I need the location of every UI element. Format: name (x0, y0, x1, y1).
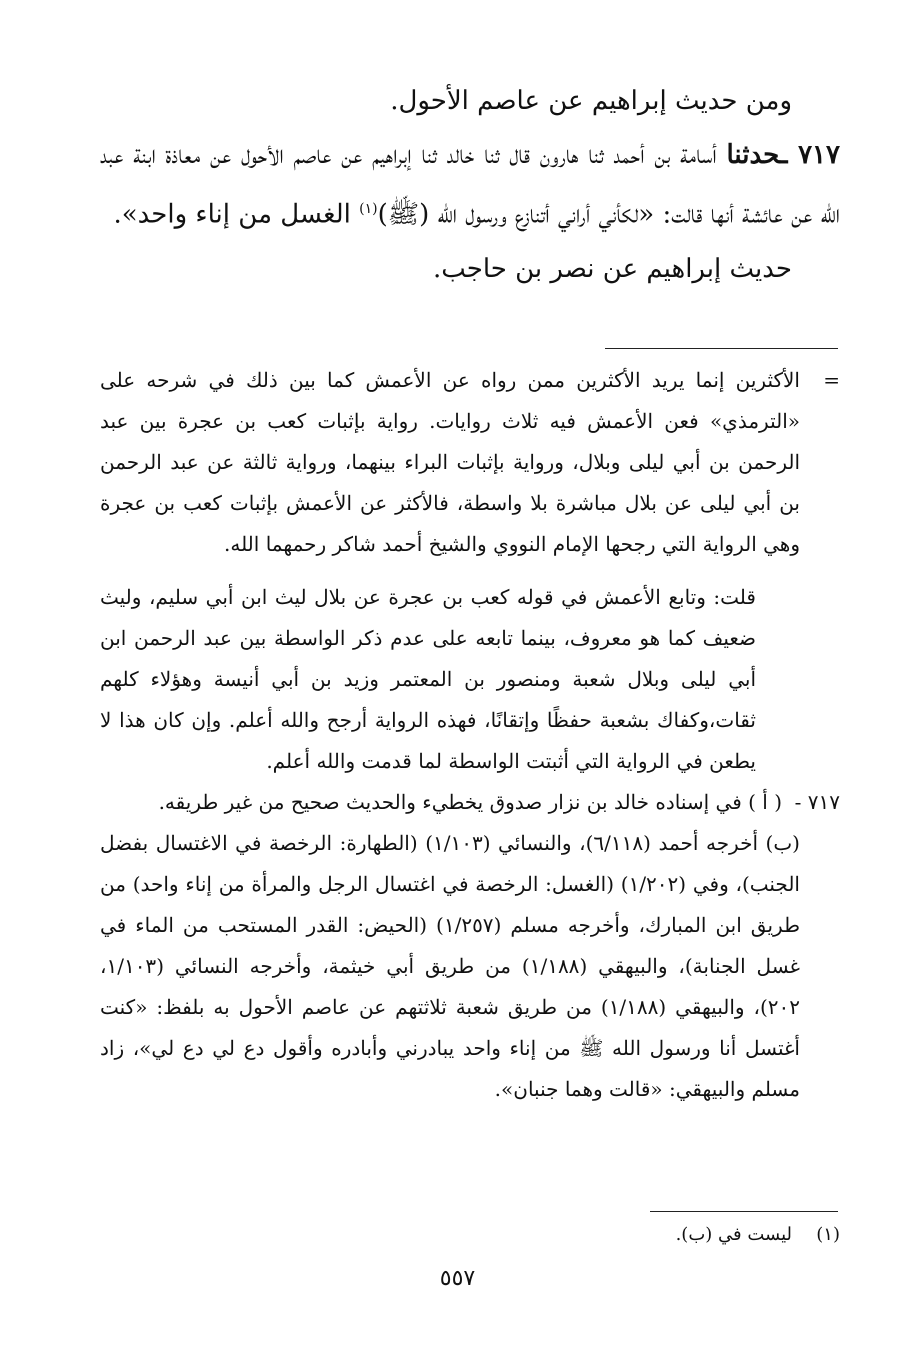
hadith-paragraph (100, 128, 840, 242)
qultu-note (100, 577, 840, 782)
page-number: ٥٥٧ (439, 1266, 476, 1291)
next-heading: حديث إبراهيم عن نصر بن حاجب. (432, 253, 792, 284)
notes-block (100, 360, 840, 1110)
note-717-label: ٧١٧ - (794, 790, 840, 814)
footnote-text: ليست في (ب). (675, 1224, 792, 1245)
footnote-separator-bottom (650, 1211, 838, 1212)
note-717-a: ( أ ) في إسناده خالد بن نزار صدوق يخطيء والحديث صحيح من غير طريقه. (158, 790, 782, 814)
hadith-text-2: الغسل من إناء واحد». (113, 199, 360, 230)
continuation-mark: = (823, 368, 840, 392)
footnote (100, 1220, 840, 1250)
hadith-text-1: أسامة بن أحمد ثنا هارون قال ثنا خالد ثنا إبراهيم عن عاصم الأحول عن معاذة ابنة عبد الله عن عائشة أنها قالت: «لكأني أراني أتنازع ورسول الله (100, 140, 840, 230)
intro-line: ومن حديث إبراهيم عن عاصم الأحول. (390, 86, 792, 116)
main-text (100, 74, 840, 296)
continuation-text: الأكثرين إنما يريد الأكثرين ممن رواه عن الأعمش كما بين ذلك في شرحه على «الترمذي» فعن الأعمش فيه ثلاث روايات. رواية بإثبات كعب بن عجرة بين عبد الرحمن بن أبي ليلى وبلال، ورواية بإثبات البراء بينهما، ورواية ثالثة عن عبد الرحمن بن أبي ليلى عن بلال مباشرة بلا واسطة، فالأكثر عن الأعمش بإثبات كعب بن عجرة وهي الرواية التي رجحها الإمام النووي والشيخ أحمد شاكر رحمهما الله. (100, 368, 800, 556)
qultu-text: قلت: وتابع الأعمش في قوله كعب بن عجرة عن بلال ليث ابن أبي سليم، وليث ضعيف كما هو معروف، بينما تابعه على عدم ذكر الواسطة بين عبد الرحمن ابن أبي ليلى وبلال شعبة ومنصور بن المعتمر وزيد بن أبي أنيسة وهؤلاء كلهم ثقات،وكفاك بشعبة حفظًا وإتقانًا، فهذه الرواية أرجح والله أعلم. وإن كان هذا لا يطعن في الرواية التي أثبتت الواسطة لما قدمت والله أعلم. (100, 585, 756, 773)
note-717-b-row (100, 823, 840, 1110)
footnote-marker: (١) (816, 1224, 840, 1245)
footnote-ref: (١) (359, 201, 378, 217)
footnote-separator-top (605, 348, 838, 349)
note-717-b: (ب) أخرجه أحمد (٦/١١٨)، والنسائي (١/١٠٣) (الطهارة: الرخصة في الاغتسال بفضل الجنب)، وفي (١/٢٠٢) (الغسل: الرخصة في اغتسال الرجل والمرأة من إناء واحد) من طريق ابن المبارك، وأخرجه مسلم (١/٢٥٧) (الحيض: القدر المستحب من الماء في غسل الجنابة)، والبيهقي (١/١٨٨) من طريق أبي خيثمة، وأخرجه النسائي (١/١٠٣، ٢٠٢)، والبيهقي (١/١٨٨) من طريق شعبة ثلاثتهم عن عاصم الأحول به بلفظ: «كنت أغتسل أنا ورسول الله ﷺ من إناء واحد يبادرني وأبادره وأقول دع لي دع لي»، زاد مسلم والبيهقي: «قالت وهما جنبان». (100, 831, 800, 1101)
salutation-glyph: (ﷺ) (377, 199, 430, 230)
continuation-note (100, 360, 840, 565)
hadith-lead: حدثنا (726, 140, 780, 170)
hadith-number: ٧١٧ ـ (779, 140, 840, 170)
note-717 (100, 782, 840, 823)
